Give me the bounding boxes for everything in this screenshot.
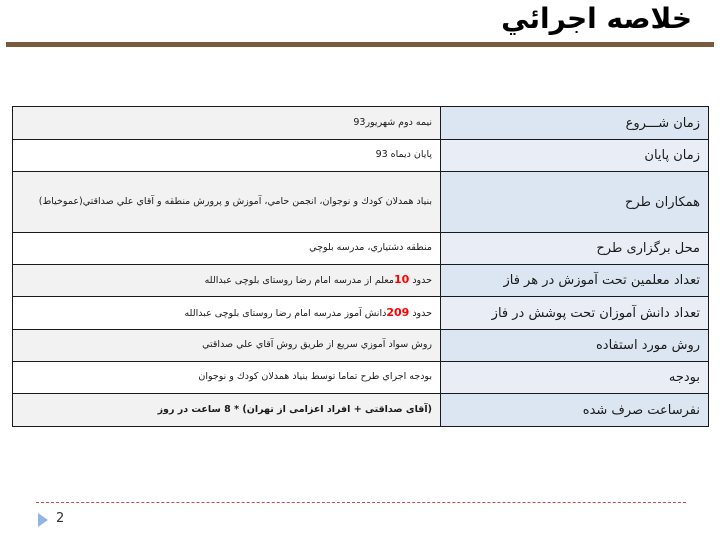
row-label-teachers-count: تعداد معلمين تحت آموزش در هر فاز [441,265,709,297]
table-row [13,265,709,297]
row-label-students-count: تعداد دانش آموزان تحت پوشش در فاز [441,297,709,330]
footer-divider [36,502,686,503]
table-row [13,362,709,394]
row-value-start-time: نيمه دوم شهريور93 [13,107,441,140]
row-value-man-hours: (آقای صداقتی + افراد اعزامی از تهران) * 8 ساعت در روز [13,394,441,427]
title-underline-bar [6,42,714,47]
table-row [13,233,709,265]
table-row [13,140,709,172]
row-value-teachers-count [13,265,441,297]
summary-table [12,106,709,427]
teachers-number: 10 [393,273,410,287]
value-prefix: حدود [409,307,432,319]
slide-title: خلاصه اجرائي [501,2,692,35]
page-arrow-icon [38,513,48,527]
row-label-man-hours: نفرساعت صرف شده [441,394,709,427]
row-value-budget: بودجه اجراي طرح تماما توسط بنياد همدلان كودك و نوجوان [13,362,441,394]
row-label-start-time: زمان شـــروع [441,107,709,140]
row-value-students-count [13,297,441,330]
row-value-collaborators: بنياد همدلان كودك و نوجوان، انجمن حامي، آموزش و پرورش منطقه و آقاي علي صداقتي(عموخياط) [13,172,441,233]
table-row [13,394,709,427]
table-row [13,297,709,330]
row-value-end-time: پایان دیماه 93 [13,140,441,172]
row-label-collaborators: همكاران طرح [441,172,709,233]
row-value-method: روش سواد آموزي سريع از طريق روش آقاي علي صداقتي [13,330,441,362]
value-suffix: دانش آموز مدرسه امام رضا روستای بلوچی عبدالله [184,307,387,319]
students-number: 209 [386,305,410,319]
table-row [13,107,709,140]
row-label-method: روش مورد استفاده [441,330,709,362]
row-value-location: منطقه دشتياري، مدرسه بلوچي [13,233,441,265]
row-label-location: محل برگزاری طرح [441,233,709,265]
row-label-end-time: زمان پايان [441,140,709,172]
table-row [13,330,709,362]
value-suffix: معلم از مدرسه امام رضا روستای بلوچی عبدالله [204,275,394,287]
row-label-budget: بودجه [441,362,709,394]
page-number: 2 [56,511,65,526]
value-prefix: حدود [409,275,432,287]
table-row [13,172,709,233]
